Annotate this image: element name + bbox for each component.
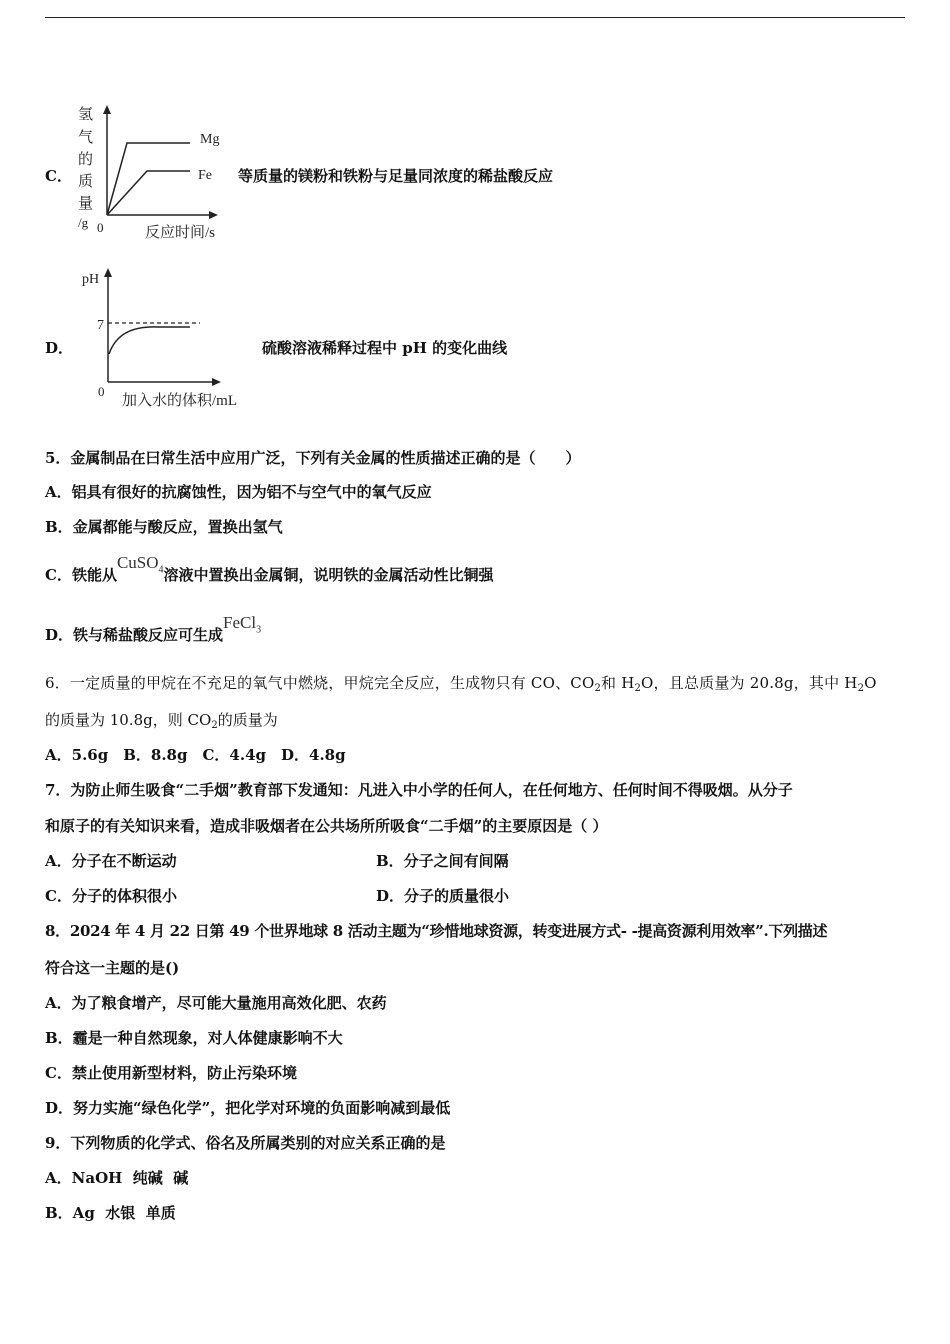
q6-line2: 的质量为 10.8g，则 $CO_2$的质量为: [45, 711, 278, 731]
x-axis-arrow: [209, 211, 218, 219]
fe-label: Fe: [198, 168, 212, 183]
y-axis-char: 气: [78, 130, 94, 146]
q5-stem: 5．金属制品在曰常生活中应用广泛，下列有关金属的性质描述正确的是（ ）: [45, 449, 581, 467]
q4-option-d-desc: 硫酸溶液稀释过程中 pH 的变化曲线: [262, 339, 508, 357]
origin-label: 0: [98, 384, 105, 399]
q7-option-c: C．分子的体积很小: [45, 887, 177, 905]
q5-option-a: A．铝具有很好的抗腐蚀性，因为铝不与空气中的氧气反应: [45, 483, 432, 501]
q7-option-b: B．分子之间有间隔: [376, 852, 509, 870]
q5-c-pre: C．铁能从: [45, 566, 117, 584]
q5-c-post: 溶液中置换出金属铜，说明铁的金属活动性比铜强: [163, 566, 494, 584]
y-tick-7: 7: [97, 318, 104, 333]
q9-option-a: A．NaOH 纯碱 碱: [45, 1169, 189, 1187]
q4-option-c-label: C．: [45, 167, 72, 185]
q4-option-c-desc: 等质量的镁粉和铁粉与足量同浓度的稀盐酸反应: [238, 167, 554, 185]
y-axis-char: 的: [78, 152, 94, 168]
y-axis-char: 氢: [78, 107, 94, 123]
q9-option-b: B．Ag 水银 单质: [45, 1204, 176, 1222]
q8-line2: 符合这一主题的是(): [45, 959, 180, 977]
y-axis-label: [78, 106, 93, 230]
q4-option-d-label: D．: [45, 339, 74, 357]
y-axis-char: 量: [78, 196, 94, 212]
q4-option-c-graph: [72, 100, 242, 245]
y-axis-arrow: [103, 105, 111, 114]
q7-line2: 和原子的有关知识来看，造成非吸烟者在公共场所所吸食“二手烟”的主要原因是（ ）: [45, 817, 608, 835]
mg-curve: [107, 143, 190, 215]
x-axis-label: 反应时间/s: [145, 225, 216, 241]
x-axis-arrow: [212, 378, 221, 386]
cuso4-formula: CuSO$_4$: [116, 553, 164, 576]
q8-option-a: A．为了粮食增产，尽可能大量施用高效化肥、农药: [45, 994, 387, 1012]
q5-d-pre: D．铁与稀盐酸反应可生成: [45, 626, 224, 644]
q6-line1: 6．一定质量的甲烷在不充足的氧气中燃烧，甲烷完全反应，生成物只有 CO、$CO_2$和 $H_2O$，且总质量为 20.8g，其中 $H_2O$: [45, 674, 877, 694]
q7-line1: 7．为防止师生吸食“二手烟”教育部下发通知：凡进入中小学的任何人，在任何地方、任何时间不得吸烟。从分子: [45, 781, 793, 799]
q9-stem: 9．下列物质的化学式、俗名及所属类别的对应关系正确的是: [45, 1134, 446, 1152]
q5-option-c: [45, 553, 494, 592]
mg-label: Mg: [200, 132, 220, 147]
q8-option-b: B．霾是一种自然现象，对人体健康影响不大: [45, 1029, 343, 1047]
y-axis-unit: /g: [78, 215, 89, 230]
y-axis-label: pH: [82, 272, 100, 287]
q8-option-d: D．努力实施“绿色化学”，把化学对环境的负面影响减到最低: [45, 1099, 451, 1117]
x-axis-label: 加入水的体积/mL: [122, 393, 237, 409]
q8-option-c: C．禁止使用新型材料，防止污染环境: [45, 1064, 297, 1082]
fe-curve: [107, 171, 190, 215]
y-axis-arrow: [104, 268, 112, 277]
ph-curve: [109, 327, 190, 354]
q4-option-d-graph: [80, 262, 260, 412]
header-rule: [45, 17, 905, 18]
origin-label: 0: [97, 220, 104, 235]
q5-option-d: [45, 613, 262, 652]
fecl3-formula: FeCl$_3$: [223, 613, 262, 636]
q8-line1: 8．2024 年 4 月 22 日第 49 个世界地球 8 活动主题为“珍惜地球资源，转变进展方式- -提高资源利用效率”.下列描述: [45, 922, 828, 940]
q6-options: A．5.6g B．8.8g C．4.4g D．4.8g: [45, 746, 346, 764]
q5-option-b: B．金属都能与酸反应，置换出氢气: [45, 518, 283, 536]
y-axis-char: 质: [78, 174, 94, 190]
q7-option-a: A．分子在不断运动: [45, 852, 177, 870]
q7-option-d: D．分子的质量很小: [376, 887, 510, 905]
